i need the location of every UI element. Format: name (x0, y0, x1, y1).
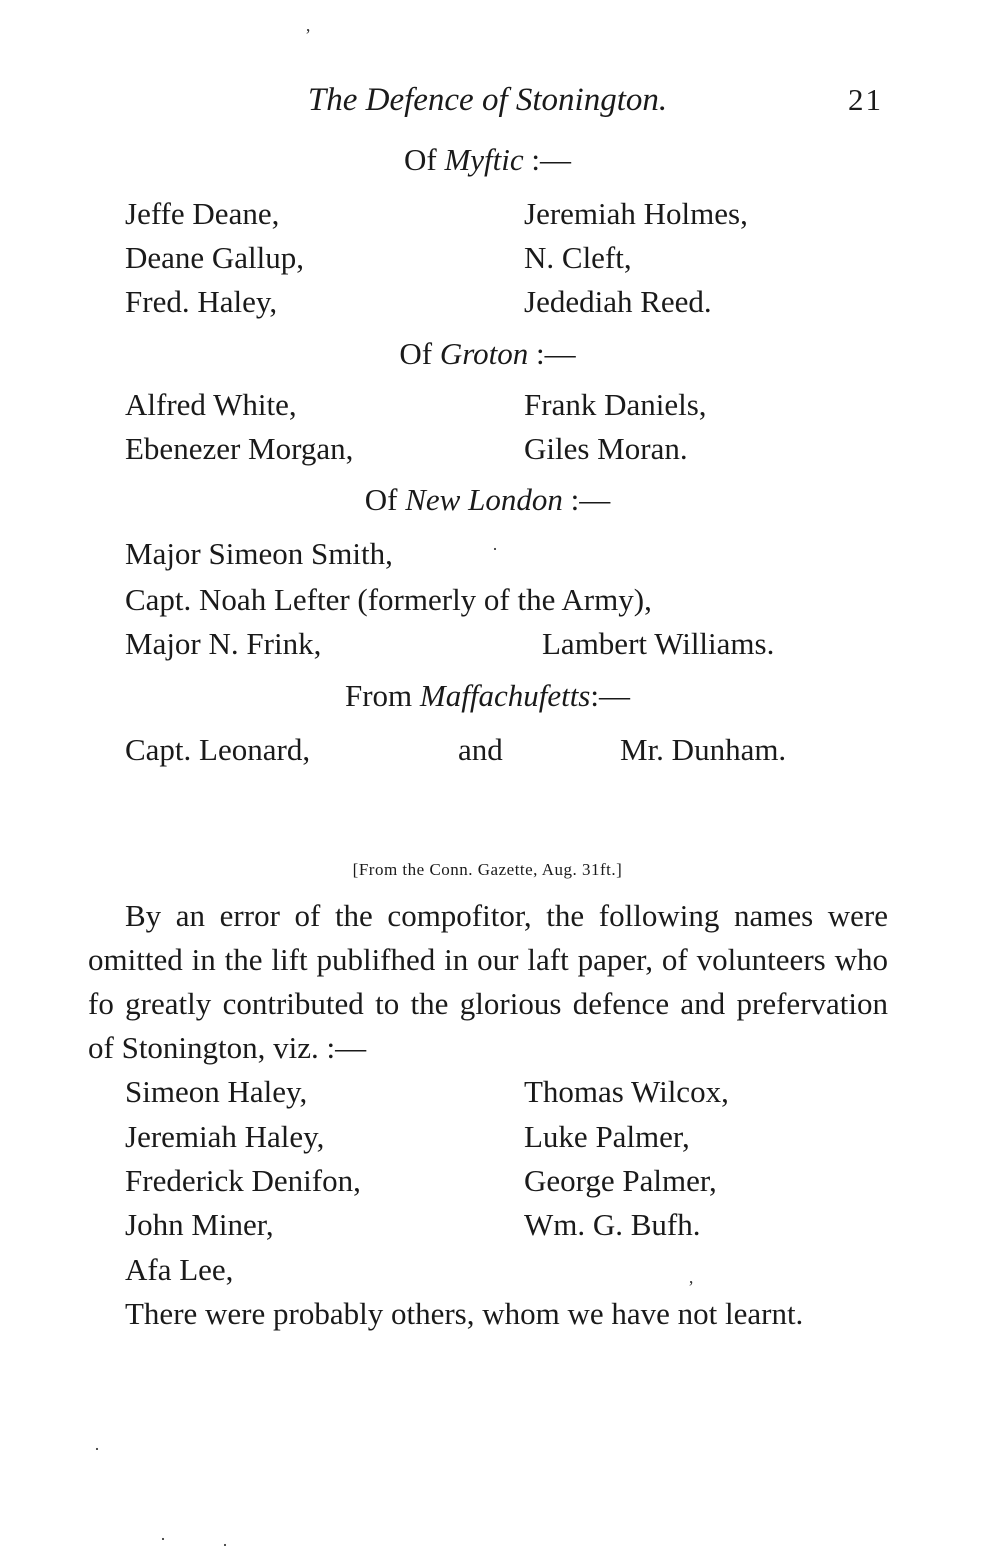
name-right: Thomas Wilcox, (524, 1074, 729, 1109)
heading-place: New London (405, 482, 563, 517)
name-right: George Palmer, (524, 1163, 717, 1198)
name-row (0, 427, 1000, 471)
section-heading-groton (0, 334, 975, 374)
name-left: John Miner, (125, 1207, 274, 1242)
heading-suffix: :— (523, 142, 572, 177)
heading-prefix: Of (364, 482, 398, 517)
name-row (0, 1159, 1000, 1203)
name-right: N. Cleft, (524, 240, 632, 275)
name-left: Major N. Frink, (125, 626, 322, 661)
name-right: Giles Moran. (524, 431, 688, 466)
scan-speck: · (222, 1535, 228, 1555)
name-left: Frederick Denifon, (125, 1163, 361, 1198)
scan-speck: ʼ (305, 25, 311, 45)
name-left: Jeremiah Haley, (125, 1119, 325, 1154)
name-left: Simeon Haley, (125, 1074, 308, 1109)
name-left: Deane Gallup, (125, 240, 305, 275)
name-row (0, 383, 1000, 427)
heading-suffix: :— (590, 678, 631, 713)
name-right: Jedediah Reed. (524, 284, 712, 319)
heading-place: Myftic (444, 142, 524, 177)
name-left: Ebenezer Morgan, (125, 431, 354, 466)
scan-speck: · (94, 1439, 100, 1459)
source-note: [From the Conn. Gazette, Aug. 31ft.] (352, 860, 623, 879)
section-heading-new-london (0, 480, 975, 520)
name-right: Luke Palmer, (524, 1119, 690, 1154)
name-row (0, 1248, 1000, 1292)
name-left: Jeffe Deane, (125, 196, 280, 231)
name-left: Fred. Haley, (125, 284, 278, 319)
name-row (0, 622, 1000, 666)
name-row (0, 728, 1000, 772)
name-row (0, 532, 1000, 576)
name-row (0, 236, 1000, 280)
running-title: The Defence of Stonington. (307, 82, 668, 118)
running-head (0, 78, 1000, 122)
name-row (0, 1070, 1000, 1114)
heading-suffix: :— (528, 336, 576, 371)
name-left: Afa Lee, (125, 1252, 234, 1287)
heading-place: Groton (439, 336, 529, 371)
heading-suffix: :— (562, 482, 611, 517)
page-number: 21 (848, 82, 883, 117)
heading-place: Maffachufetts (419, 678, 591, 713)
section-heading-massachusetts (0, 676, 975, 716)
name-right: Lambert Williams. (542, 626, 775, 661)
scan-speck: · (160, 1529, 166, 1549)
name-row (0, 280, 1000, 324)
heading-prefix: From (344, 678, 413, 713)
name-conjunction: and (458, 732, 503, 767)
closing-paragraph: There were probably others, whom we have not learnt. (125, 1296, 804, 1331)
body-paragraph: By an error of the compofitor, the following names were omitted in the lift publifhed in our laft paper, of volunteers who fo greatly contributed to the glorious defence and prefervation of Stonington, viz. :— (88, 898, 888, 1065)
heading-prefix: Of (403, 142, 437, 177)
name-left: Alfred White, (125, 387, 297, 422)
scan-speck: ʼ (688, 1277, 694, 1297)
heading-prefix: Of (399, 336, 433, 371)
name-right: Wm. G. Bufh. (524, 1207, 701, 1242)
name-row (0, 192, 1000, 236)
name-right: Mr. Dunham. (620, 732, 787, 767)
name-row (0, 1115, 1000, 1159)
name-right: Jeremiah Holmes, (524, 196, 748, 231)
scan-speck: · (492, 539, 498, 559)
section-heading-mystic (0, 140, 975, 180)
name-left: Capt. Leonard, (125, 732, 311, 767)
name-line: Capt. Noah Lefter (formerly of the Army), (125, 582, 652, 617)
name-row (0, 578, 1000, 622)
name-row (0, 1203, 1000, 1247)
name-line: Major Simeon Smith, (125, 536, 393, 571)
name-right: Frank Daniels, (524, 387, 707, 422)
